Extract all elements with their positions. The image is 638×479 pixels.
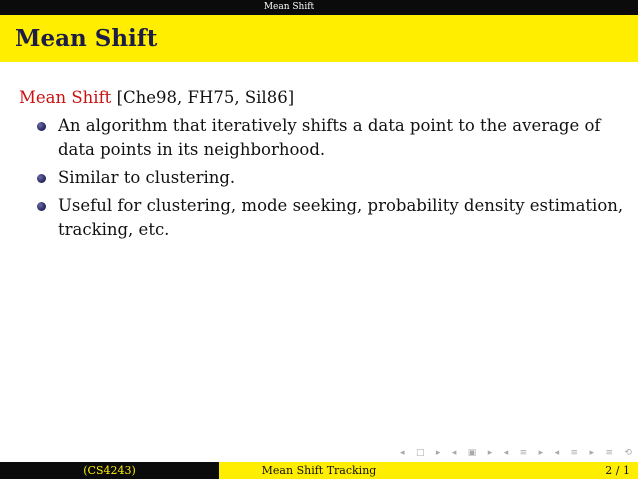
list-item-text: Similar to clustering. [58, 168, 236, 187]
frame-title-bar [0, 15, 638, 62]
list-item [19, 166, 629, 190]
prev-section-arrow-icon[interactable]: ◂ [503, 448, 509, 458]
bullet-list [19, 114, 629, 242]
bullet-ball-icon [37, 202, 46, 211]
slide-title: Mean Shift [15, 25, 158, 52]
footer-course: (CS4243) [0, 462, 219, 479]
prev-frame-arrow-icon[interactable]: ◂ [400, 448, 405, 458]
next-frame-arrow-icon[interactable]: ▸ [435, 448, 441, 458]
section-nav-link[interactable]: Mean Shift [263, 2, 315, 12]
page-number: 2 / 1 [605, 464, 630, 477]
lead-line [19, 86, 629, 110]
footer-title: Mean Shift Tracking [219, 462, 419, 479]
footer-page [419, 462, 638, 479]
next-section-arrow-icon[interactable]: ▸ [538, 448, 544, 458]
toc-icon[interactable]: ≡ [605, 448, 613, 458]
list-item-text: An algorithm that iteratively shifts a data point to the average of data points in its neighborhood. [58, 116, 601, 159]
bullet-ball-icon [37, 122, 46, 131]
bullet-ball-icon [37, 174, 46, 183]
part-icon[interactable]: ≡ [570, 448, 579, 458]
footline [0, 462, 638, 479]
lead-citations: [Che98, FH75, Sil86] [111, 88, 295, 107]
section-icon[interactable]: ≡ [519, 448, 528, 458]
beamer-navigation-symbols [400, 446, 636, 460]
list-item [19, 114, 629, 162]
next-subsection-arrow-icon[interactable]: ▸ [487, 448, 493, 458]
subsection-icon[interactable]: ▣ [467, 448, 477, 458]
prev-subsection-arrow-icon[interactable]: ◂ [451, 448, 457, 458]
prev-part-arrow-icon[interactable]: ◂ [554, 448, 560, 458]
top-navigation-bar [0, 0, 638, 15]
frame-icon[interactable]: □ [415, 448, 425, 458]
list-item-text: Useful for clustering, mode seeking, probability density estimation, tracking, etc. [58, 196, 624, 239]
next-part-arrow-icon[interactable]: ▸ [589, 448, 595, 458]
search-back-icon[interactable]: ⟲ [624, 448, 632, 458]
lead-term: Mean Shift [19, 88, 112, 107]
slide-body [19, 86, 629, 246]
list-item [19, 194, 629, 242]
